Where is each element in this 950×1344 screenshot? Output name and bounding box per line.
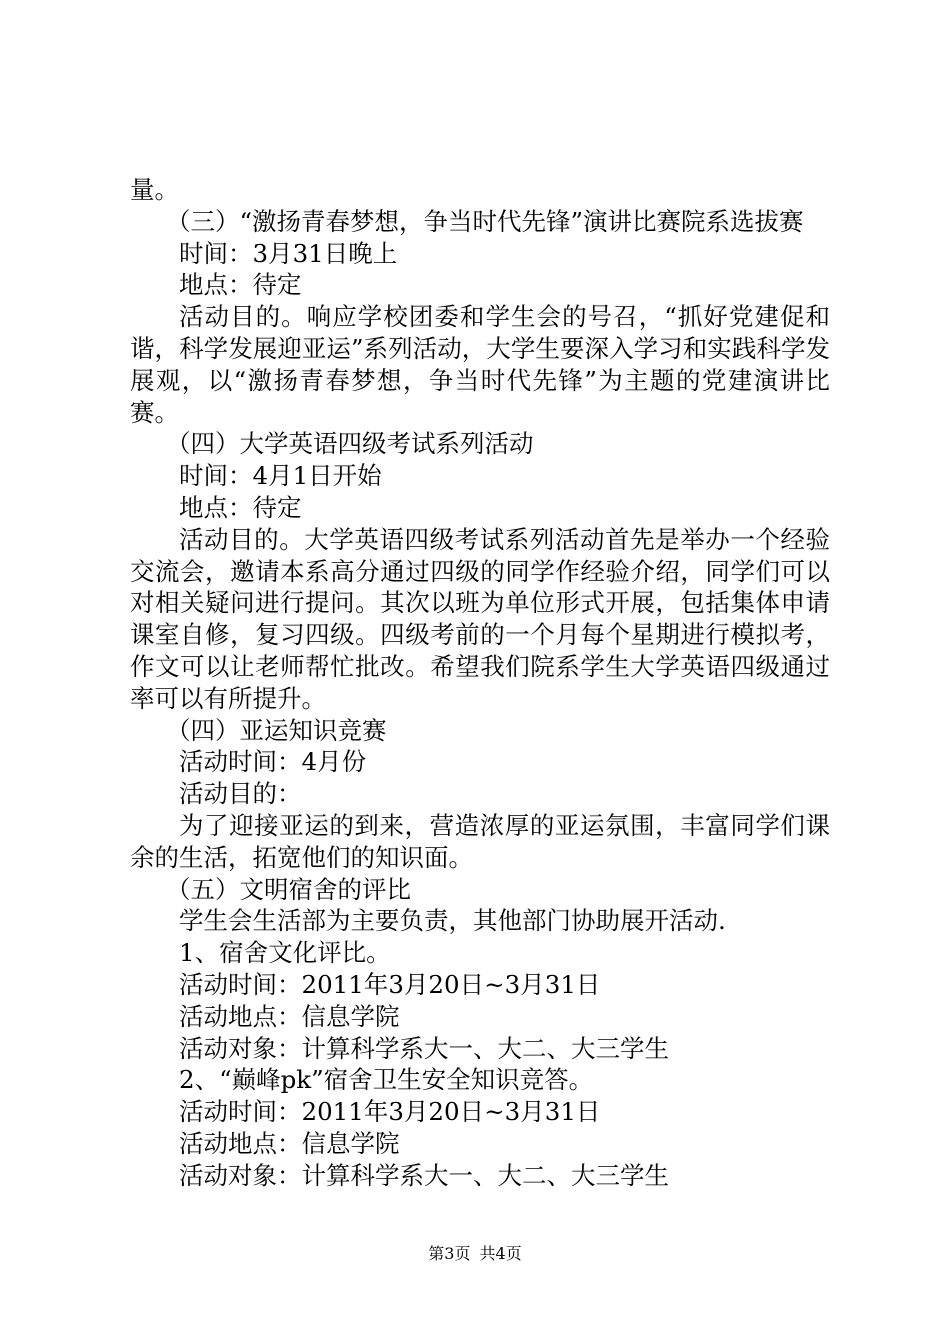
section-heading: （四）大学英语四级考试系列活动 [166, 429, 534, 459]
paragraph: 活动对象：计算科学系大一、大二、大三学生 [179, 1033, 669, 1063]
page-footer [0, 1244, 950, 1264]
section-heading: （五）文明宿舍的评比 [166, 874, 411, 904]
section-heading: （三）“激扬青春梦想，争当时代先锋”演讲比赛院系选拔赛 [166, 206, 804, 236]
paragraph: 活动地点：信息学院 [179, 1001, 400, 1031]
paragraph: 地点：待定 [179, 492, 302, 522]
paragraph: 2、“巅峰pk”宿舍卫生安全知识竞答。 [179, 1065, 594, 1095]
page-total: 共4页 [479, 1244, 522, 1263]
paragraph: 活动地点：信息学院 [179, 1128, 400, 1158]
paragraph: 量。 [130, 175, 179, 204]
document-body [130, 174, 830, 1192]
paragraph: 活动时间：2011年3月20日~3月31日 [179, 1097, 601, 1127]
paragraph: 活动时间：4月份 [179, 747, 367, 777]
page-number: 第3页 [428, 1244, 471, 1263]
paragraph: 学生会生活部为主要负责，其他部门协助展开活动. [179, 906, 726, 936]
paragraph: 地点：待定 [179, 270, 302, 300]
paragraph: 活动对象：计算科学系大一、大二、大三学生 [179, 1160, 669, 1190]
paragraph: 活动目的。响应学校团委和学生会的号召，“抓好党建促和谐，科学发展迎亚运”系列活动，大学生要深入学习和实践科学发展观，以“激扬青春梦想，争当时代先锋”为主题的党建演讲比赛。 [130, 302, 830, 427]
paragraph: 时间：3月31日晚上 [179, 238, 398, 268]
paragraph: 1、宿舍文化评比。 [179, 938, 391, 968]
paragraph: 活动目的： [179, 779, 302, 809]
section-heading: （四）亚运知识竞赛 [166, 715, 387, 745]
paragraph: 活动时间：2011年3月20日~3月31日 [179, 969, 601, 999]
paragraph: 活动目的。大学英语四级考试系列活动首先是举办一个经验交流会，邀请本系高分通过四级的同学作经验介绍，同学们可以对相关疑问进行提问。其次以班为单位形式开展，包括集体申请课室自修，复习四级。四级考前的一个月每个星期进行模拟考，作文可以让老师帮忙批改。希望我们院系学生大学英语四级通过率可以有所提升。 [130, 524, 830, 713]
paragraph: 为了迎接亚运的到来，营造浓厚的亚运氛围，丰富同学们课余的生活，拓宽他们的知识面。 [130, 810, 830, 872]
paragraph: 时间：4月1日开始 [179, 461, 382, 491]
